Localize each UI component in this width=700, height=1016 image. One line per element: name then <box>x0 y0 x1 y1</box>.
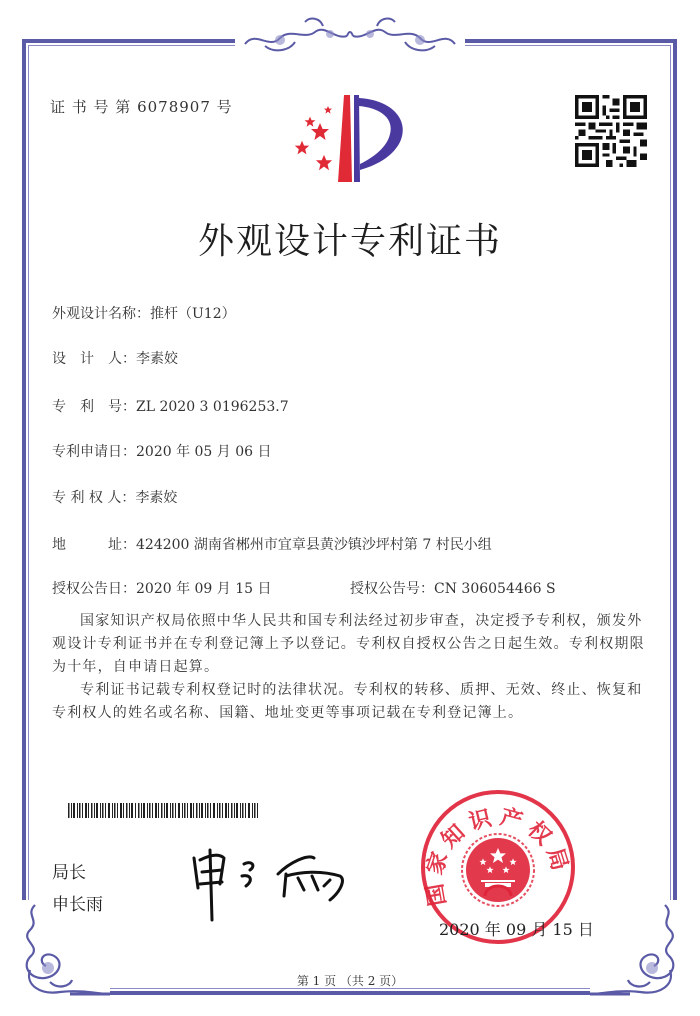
field-value: ZL 2020 3 0196253.7 <box>136 399 289 415</box>
cnipa-logo-icon <box>292 90 407 185</box>
field-value: 2020 年 09 月 15 日 <box>136 581 272 597</box>
field-label: 授权公告号： <box>350 581 434 597</box>
field-value: 2020 年 05 月 06 日 <box>136 444 272 460</box>
field-label: 地 址： <box>52 537 136 553</box>
barcode-icon <box>68 803 258 818</box>
director-name: 申长雨 <box>52 895 103 915</box>
field-label: 设 计 人： <box>52 351 136 367</box>
paragraph-legal-status: 专利证书记载专利权登记时的法律状况。专利权的转移、质押、无效、终止、恢复和专利权人的姓名或名称、国籍、地址变更等事项记载在专利登记簿上。 <box>52 682 643 721</box>
field-label: 专 利 号： <box>52 399 136 415</box>
certificate-number: 证 书 号 第 6078907 号 <box>50 98 233 116</box>
field-grant-announcement-date <box>52 578 272 598</box>
field-label: 专利申请日： <box>52 444 136 460</box>
page-indicator: 第 1 页 （共 2 页） <box>296 974 404 988</box>
certificate-title: 外观设计专利证书 <box>197 221 502 262</box>
field-label: 授权公告日： <box>52 581 136 597</box>
paragraph-grant-statement: 国家知识产权局依照中华人民共和国专利法经过初步审查，决定授予专利权，颁发外观设计专利证书并在专利登记簿上予以登记。专利权自授权公告之日起生效。专利权期限为十年，自申请日起算。 <box>52 613 645 675</box>
field-label: 外观设计名称： <box>52 306 150 322</box>
field-value: CN 306054466 S <box>434 581 556 597</box>
field-address <box>52 534 492 554</box>
director-title: 局长 <box>52 863 86 883</box>
field-value: 李素姣 <box>136 351 178 367</box>
director-signature-icon <box>190 840 360 925</box>
field-label: 专 利 权 人： <box>52 490 136 506</box>
field-value: 424200 湖南省郴州市宜章县黄沙镇沙坪村第 7 村民小组 <box>136 537 492 553</box>
field-grant-announcement-number <box>350 578 556 598</box>
field-value: 推杆（U12） <box>150 306 236 322</box>
field-patent-number <box>52 396 289 416</box>
field-design-name <box>52 303 236 323</box>
field-application-date <box>52 441 272 461</box>
seal-text: 国家知识产权局 <box>421 804 574 908</box>
certificate-body <box>52 610 652 725</box>
seal-date: 2020 年 09 月 15 日 <box>439 920 594 939</box>
field-patentee <box>52 487 177 507</box>
top-ornament-icon <box>235 10 465 60</box>
national-emblem-icon <box>462 834 534 906</box>
field-designer <box>52 348 178 368</box>
field-value: 李素姣 <box>135 490 178 506</box>
qr-code-icon <box>575 95 647 167</box>
